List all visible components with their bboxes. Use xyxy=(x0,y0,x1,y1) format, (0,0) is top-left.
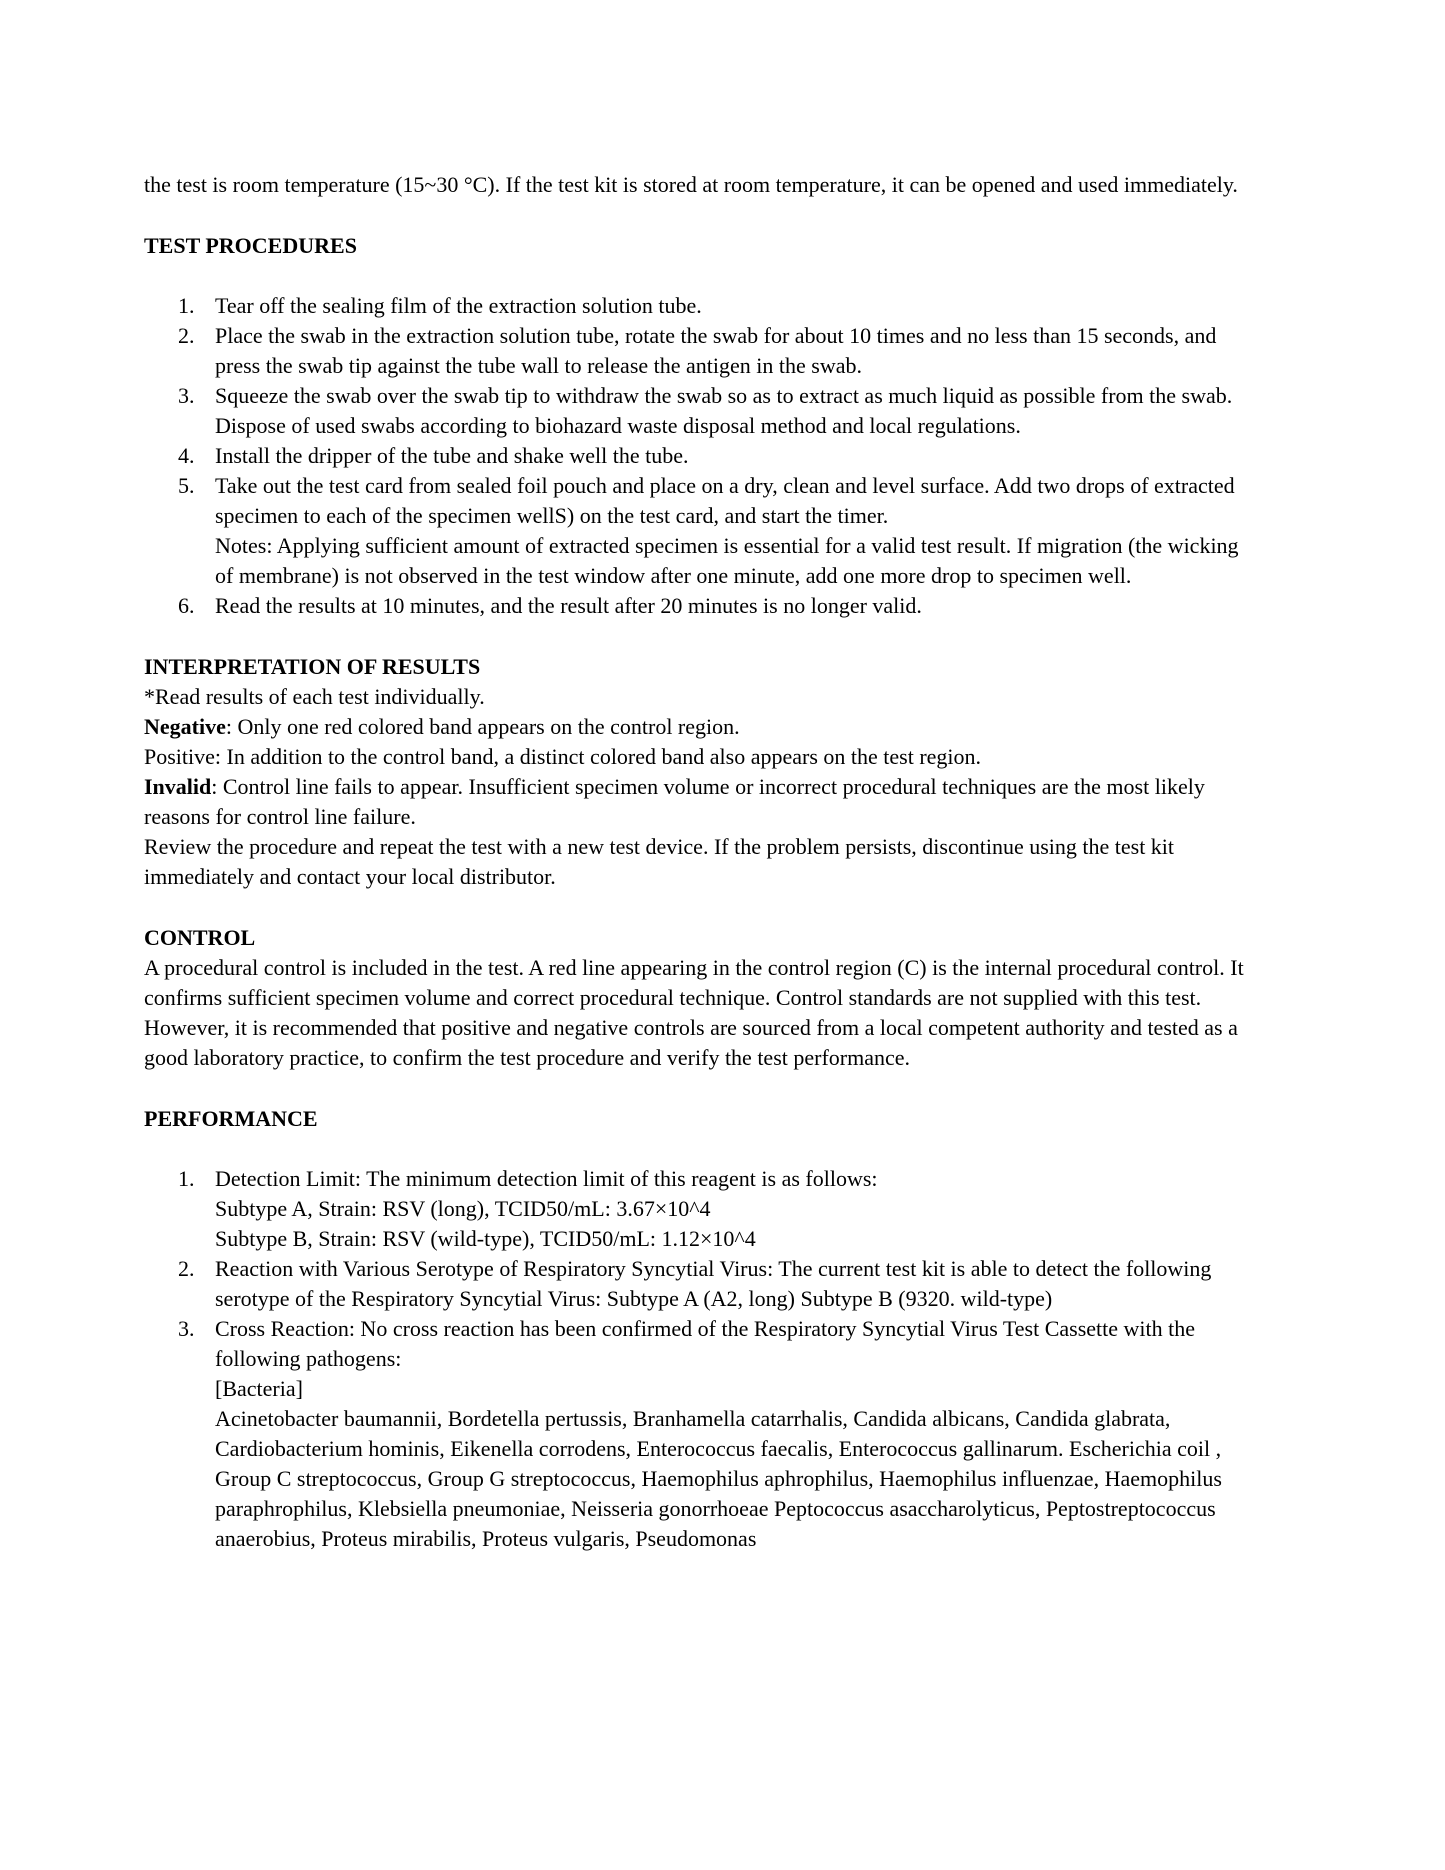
invalid-text: : Control line fails to appear. Insufficient specimen volume or incorrect procedural techniques are the most likely reasons for control line failure. xyxy=(144,774,1205,829)
interpretation-review: Review the procedure and repeat the test with a new test device. If the problem persists, discontinue using the test kit immediately and contact your local distributor. xyxy=(144,834,1175,889)
section-heading-performance: PERFORMANCE xyxy=(144,1106,318,1131)
list-item-text: Tear off the sealing film of the extraction solution tube. xyxy=(215,293,702,318)
list-item-text: Cross Reaction: No cross reaction has been confirmed of the Respiratory Syncytial Virus Test Cassette with the following pathogens: xyxy=(215,1316,1195,1371)
list-item-number: 5. xyxy=(178,473,195,498)
detection-limit-subtype-a: Subtype A, Strain: RSV (long), TCID50/mL: 3.67×10^4 xyxy=(215,1196,711,1221)
list-item-body xyxy=(215,1314,1259,1554)
list-item-text: Reaction with Various Serotype of Respiratory Syncytial Virus: The current test kit is able to detect the following serotype of the Respiratory Syncytial Virus: Subtype A (A2, long) Subtype B (9320. wild-type) xyxy=(215,1256,1212,1311)
list-item-number: 4. xyxy=(178,443,195,468)
invalid-label: Invalid xyxy=(144,774,212,799)
list-item xyxy=(178,1314,1259,1554)
list-item-text: Detection Limit: The minimum detection limit of this reagent is as follows: xyxy=(215,1166,878,1191)
list-item-text: Squeeze the swab over the swab tip to withdraw the swab so as to extract as much liquid as possible from the swab. Dispose of used swabs according to biohazard waste disposal method and local regulations. xyxy=(215,383,1233,438)
interpretation-positive: Positive: In addition to the control band, a distinct colored band also appears on the test region. xyxy=(144,744,982,769)
list-item-text: Place the swab in the extraction solution tube, rotate the swab for about 10 times and no less than 15 seconds, and press the swab tip against the tube wall to release the antigen in the swab. xyxy=(215,323,1217,378)
negative-text: : Only one red colored band appears on the control region. xyxy=(225,714,740,739)
list-item xyxy=(178,591,1259,621)
interpretation-invalid xyxy=(144,772,1259,832)
procedures-list xyxy=(144,291,1259,621)
control-paragraph: A procedural control is included in the test. A red line appearing in the control region (C) is the internal procedural control. It confirms sufficient specimen volume and correct procedural technique. Control standards are not supplied with this test. However, it is recommended that positive and negative controls are sourced from a local competent authority and tested as a good laboratory practice, to confirm the test procedure and verify the test performance. xyxy=(144,955,1244,1070)
section-heading-interpretation: INTERPRETATION OF RESULTS xyxy=(144,654,481,679)
list-item-note: Notes: Applying sufficient amount of extracted specimen is essential for a valid test result. If migration (the wicking of membrane) is not observed in the test window after one minute, add one more drop to specimen well. xyxy=(215,533,1239,588)
list-item-body xyxy=(215,1164,1259,1254)
list-item xyxy=(178,381,1259,441)
detection-limit-subtype-b: Subtype B, Strain: RSV (wild-type), TCID50/mL: 1.12×10^4 xyxy=(215,1226,756,1251)
list-item xyxy=(178,1164,1259,1254)
list-item-number: 6. xyxy=(178,593,195,618)
list-item-number: 3. xyxy=(178,1316,195,1341)
list-item xyxy=(178,321,1259,381)
bacteria-pathogen-list: Acinetobacter baumannii, Bordetella pertussis, Branhamella catarrhalis, Candida albicans, Candida glabrata, Cardiobacterium hominis, Eikenella corrodens, Enterococcus faecalis, Enterococcus gallinarum. Escherichia coil , Group C streptococcus, Group G streptococcus, Haemophilus aphrophilus, Haemophilus influenzae, Haemophilus paraphrophilus, Klebsiella pneumoniae, Neisseria gonorrhoeae Peptococcus asaccharolyticus, Peptostreptococcus anaerobius, Proteus mirabilis, Proteus vulgaris, Pseudomonas xyxy=(215,1406,1222,1551)
interpretation-negative xyxy=(144,712,1259,742)
list-item-text: Read the results at 10 minutes, and the result after 20 minutes is no longer valid. xyxy=(215,593,922,618)
list-item-number: 1. xyxy=(178,1166,195,1191)
list-item xyxy=(178,471,1259,591)
list-item-text: Install the dripper of the tube and shake well the tube. xyxy=(215,443,689,468)
list-item-body xyxy=(215,471,1259,591)
intro-paragraph: the test is room temperature (15~30 °C). If the test kit is stored at room temperature, it can be opened and used immediately. xyxy=(144,172,1238,197)
performance-list xyxy=(144,1164,1259,1554)
interpretation-read-note: *Read results of each test individually. xyxy=(144,684,485,709)
section-heading-test-procedures: TEST PROCEDURES xyxy=(144,233,357,258)
list-item-number: 1. xyxy=(178,293,195,318)
list-item xyxy=(178,441,1259,471)
list-item xyxy=(178,291,1259,321)
list-item-text: Take out the test card from sealed foil pouch and place on a dry, clean and level surface. Add two drops of extracted specimen to each of the specimen wellS) on the test card, and start the timer. xyxy=(215,473,1235,528)
list-item-number: 2. xyxy=(178,323,195,348)
negative-label: Negative xyxy=(144,714,226,739)
list-item-number: 3. xyxy=(178,383,195,408)
bacteria-group-label: [Bacteria] xyxy=(215,1376,303,1401)
list-item-number: 2. xyxy=(178,1256,195,1281)
section-heading-control: CONTROL xyxy=(144,925,256,950)
list-item xyxy=(178,1254,1259,1314)
